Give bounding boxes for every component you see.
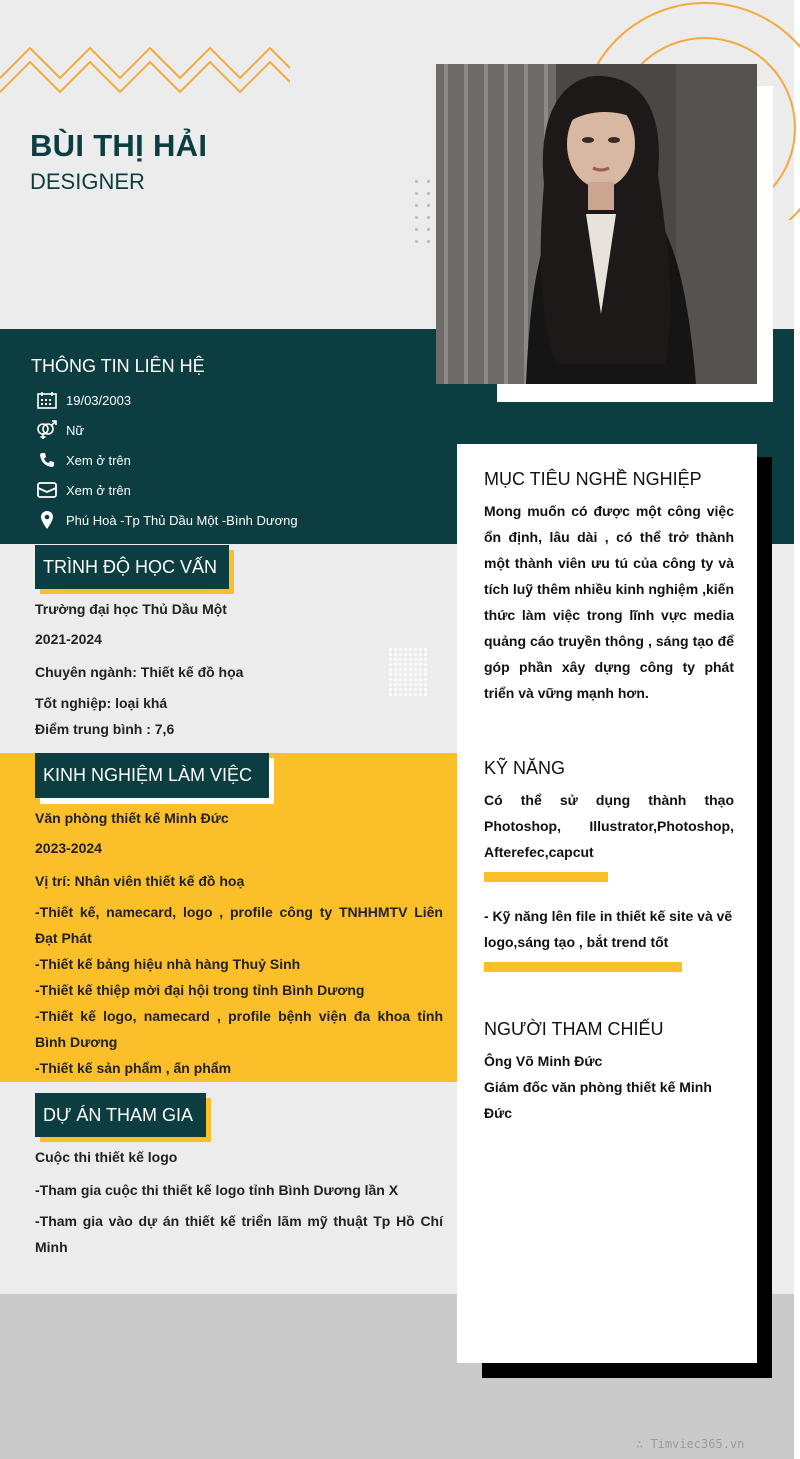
experience-title: KINH NGHIỆM LÀM VIỆC [35, 753, 269, 798]
experience-details: -Thiết kế, namecard, logo , profile công ty TNHHMTV Liên Đạt Phát -Thiết kế bảng hiệu nhà hàng Thuỷ Sinh -Thiết kế thiệp mời đại hội trong tỉnh Bình Dương -Thiết kế logo, namecard , profile bệnh viện đa khoa tỉnh Bình Dương -Thiết kế sản phẩm , ấn phẩm [35, 904, 443, 1076]
calendar-icon [36, 389, 58, 411]
education-title: TRÌNH ĐỘ HỌC VẤN [35, 545, 229, 589]
contact-item-gender [36, 419, 84, 441]
email-icon [36, 479, 58, 501]
experience-years: 2023-2024 [35, 840, 102, 856]
reference-position: Giám đốc văn phòng thiết kế Minh Đức [484, 1079, 712, 1121]
experience-position: Vị trí: Nhân viên thiết kế đồ hoạ [35, 873, 245, 889]
contact-item-address [36, 509, 298, 531]
project-item-1: -Tham gia cuộc thi thiết kế logo tỉnh Bình Dương lần X [35, 1182, 399, 1198]
contact-text: Xem ở trên [66, 452, 131, 468]
watermark: ∴ Timviec365.vn [636, 1437, 745, 1451]
phone-icon [36, 449, 58, 471]
gender-icon [36, 419, 58, 441]
objective-title: MỤC TIÊU NGHỀ NGHIỆP [484, 469, 702, 489]
contact-title: THÔNG TIN LIÊN HỆ [31, 356, 205, 376]
experience-company: Văn phòng thiết kế Minh Đức [35, 810, 229, 826]
reference-title: NGƯỜI THAM CHIẾU [484, 1019, 664, 1039]
education-years: 2021-2024 [35, 631, 102, 647]
contact-text: Nữ [66, 422, 85, 438]
education-grade: Tốt nghiệp: loại khá [35, 695, 168, 711]
objective-text: Mong muốn có được một công việc ổn định, lâu dài , có thể trở thành một thành viên ưu tú của công ty và tích luỹ thêm nhiều kinh nghiệm ,kiến thức làm việc trong lĩnh vực media quảng cáo truyền thông , sáng tạo để góp phần xây dựng công ty phát triển và vững mạnh hơn. [484, 503, 734, 701]
profile-photo [436, 64, 757, 384]
skill-2-text: - Kỹ năng lên file in thiết kế site và vẽ logo,sáng tạo , bắt trend tốt [484, 908, 733, 950]
contact-item-phone [36, 449, 131, 471]
dots-decoration-light [389, 648, 427, 696]
candidate-role: DESIGNER [30, 169, 145, 194]
reference-name: Ông Võ Minh Đức [484, 1053, 603, 1069]
location-pin-icon [36, 509, 58, 531]
contact-text: Xem ở trên [66, 482, 131, 498]
candidate-name: BÙI THỊ HẢI [30, 128, 208, 163]
skill-2-bar [484, 962, 682, 972]
skill-1-bar [484, 872, 608, 882]
project-item-2: -Tham gia vào dự án thiết kế triển lãm mỹ thuật Tp Hồ Chí Minh [35, 1213, 443, 1255]
zigzag-decoration [0, 30, 290, 105]
skills-title: KỸ NĂNG [484, 758, 566, 778]
project-name: Cuộc thi thiết kế logo [35, 1149, 178, 1165]
contact-item-birthdate [36, 389, 131, 411]
contact-text: Phú Hoà -Tp Thủ Dầu Một -Bình Dương [66, 512, 298, 528]
contact-text: 19/03/2003 [66, 392, 132, 408]
projects-title: DỰ ÁN THAM GIA [35, 1093, 206, 1137]
skill-1-text: Có thể sử dụng thành thạo Photoshop, Illustrator,Photoshop, Afterefec,capcut [484, 792, 734, 860]
contact-item-email [36, 479, 131, 501]
education-major: Chuyên ngành: Thiết kế đồ họa [35, 664, 244, 680]
education-school: Trường đại học Thủ Dầu Một [35, 601, 227, 617]
education-gpa: Điểm trung bình : 7,6 [35, 721, 175, 737]
